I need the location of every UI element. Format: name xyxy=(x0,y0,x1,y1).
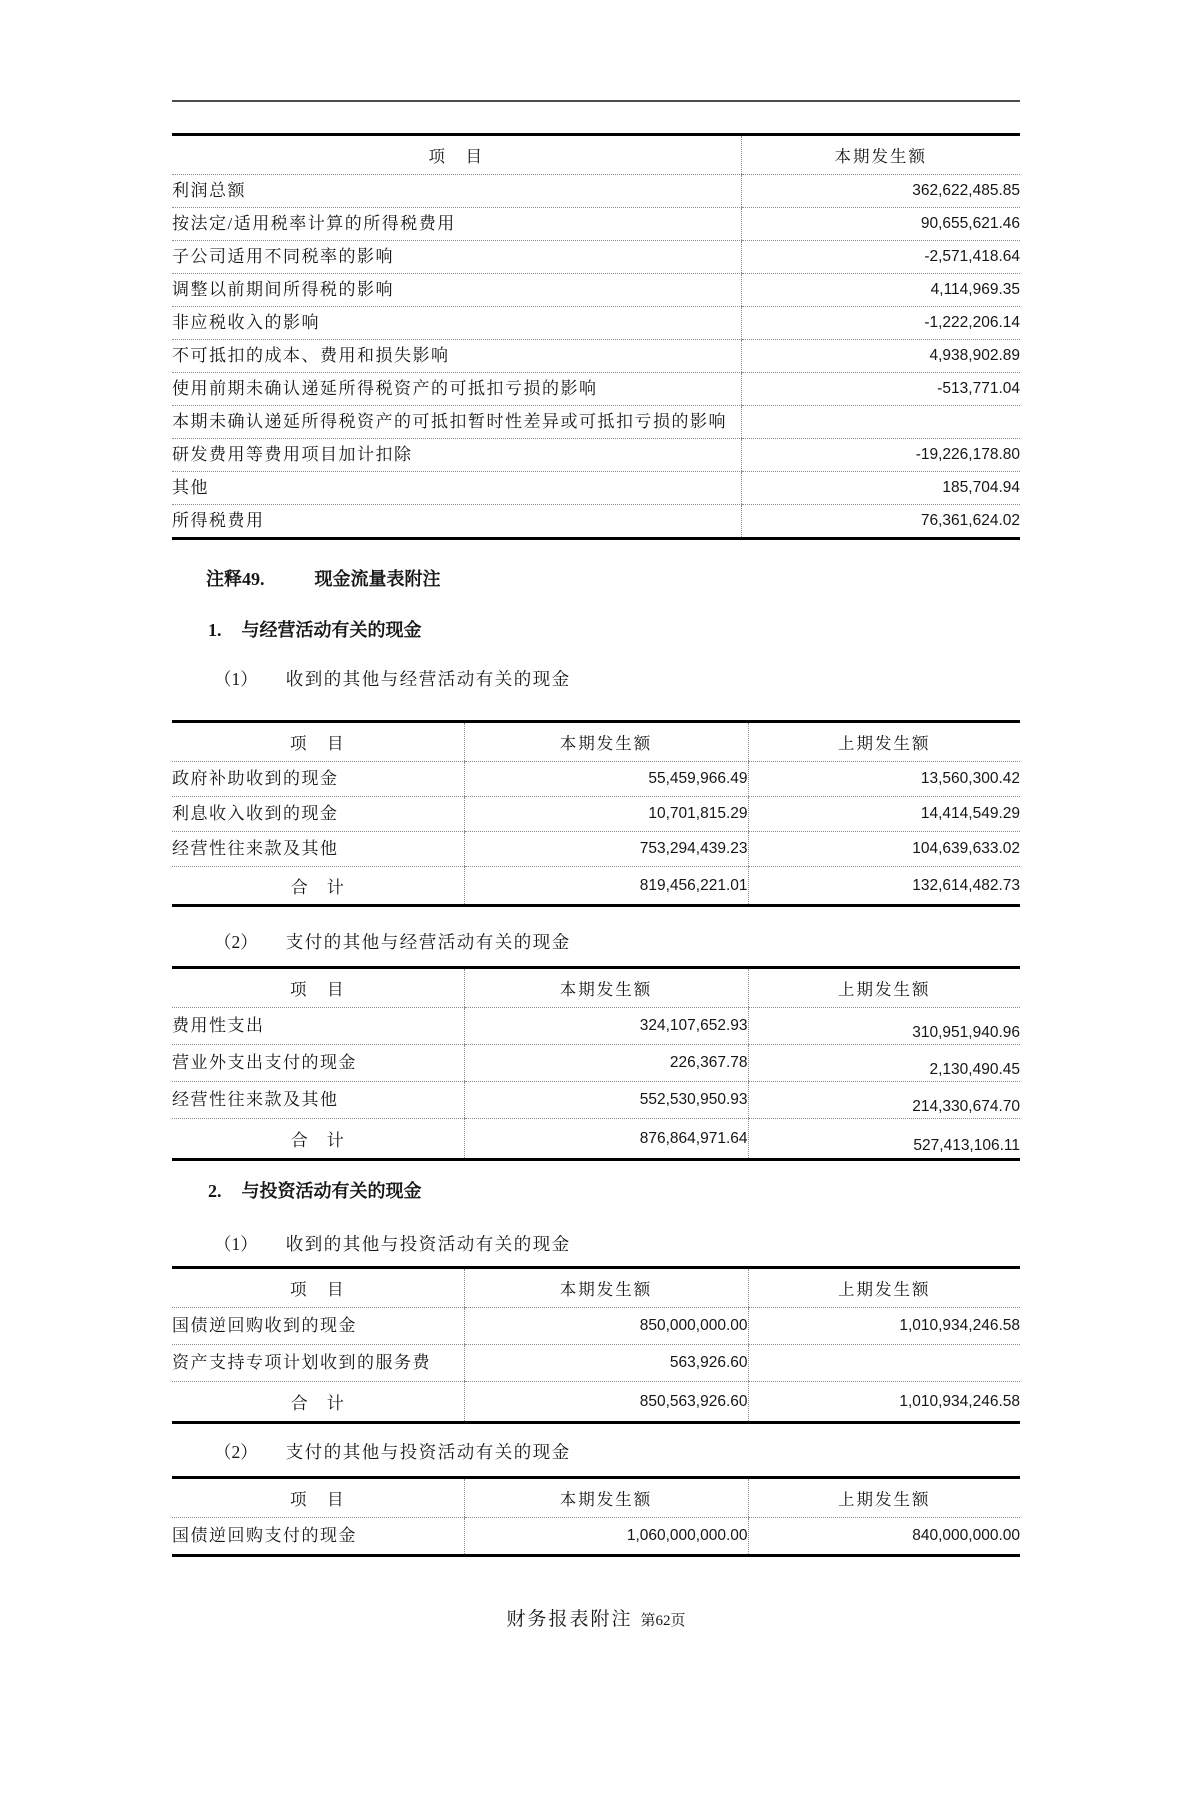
amount-cell-prior: 1,010,934,246.58 xyxy=(748,1382,1020,1423)
section-number: 2. xyxy=(208,1181,222,1201)
table-row xyxy=(172,1308,1020,1345)
section-number: 1. xyxy=(208,620,222,640)
table-row xyxy=(172,1345,1020,1382)
subsection-2-1-heading xyxy=(172,1232,1020,1256)
table-row xyxy=(172,1518,1020,1556)
total-row xyxy=(172,1119,1020,1160)
amount-cell: 362,622,485.85 xyxy=(741,175,1020,208)
table-row xyxy=(172,1082,1020,1119)
item-cell: 本期未确认递延所得税资产的可抵扣暂时性差异或可抵扣亏损的影响 xyxy=(172,406,741,439)
amount-cell-prior xyxy=(748,1045,1020,1082)
column-header-current: 本期发生额 xyxy=(464,968,748,1008)
section-2-heading xyxy=(172,1179,1020,1204)
column-header-current: 本期发生额 xyxy=(464,1268,748,1308)
subsection-number: （1） xyxy=(214,1234,258,1254)
total-label-cell: 合 计 xyxy=(290,1131,345,1150)
subsection-title: 支付的其他与投资活动有关的现金 xyxy=(285,1442,571,1462)
table-row xyxy=(172,373,1020,406)
table-row xyxy=(172,175,1020,208)
table-row xyxy=(172,1045,1020,1082)
table-row xyxy=(172,832,1020,867)
amount-cell: -513,771.04 xyxy=(741,373,1020,406)
investing-cash-received-table xyxy=(172,1266,1020,1424)
amount-cell-prior: 13,560,300.42 xyxy=(748,762,1020,797)
note-49-heading xyxy=(172,567,1020,592)
column-header-item: 项 目 xyxy=(172,1478,464,1518)
amount-cell-current: 876,864,971.64 xyxy=(464,1119,748,1160)
page-footer xyxy=(172,1604,1020,1631)
item-cell: 国债逆回购收到的现金 xyxy=(172,1308,464,1345)
column-header-item: 项 目 xyxy=(172,722,464,762)
amount-cell-current: 563,926.60 xyxy=(464,1345,748,1382)
table-row xyxy=(172,439,1020,472)
amount-cell-prior: 104,639,633.02 xyxy=(748,832,1020,867)
page-header-rule xyxy=(172,100,1020,102)
column-header-current: 本期发生额 xyxy=(464,722,748,762)
table-row xyxy=(172,406,1020,439)
item-cell: 子公司适用不同税率的影响 xyxy=(172,241,741,274)
amount-cell-current: 10,701,815.29 xyxy=(464,797,748,832)
amount-cell-prior: 132,614,482.73 xyxy=(748,867,1020,906)
income-tax-reconciliation-table xyxy=(172,133,1020,540)
amount-cell-current: 552,530,950.93 xyxy=(464,1082,748,1119)
amount-value: 310,951,940.96 xyxy=(912,1024,1020,1041)
amount-value: 214,330,674.70 xyxy=(912,1098,1020,1115)
item-cell: 利润总额 xyxy=(172,175,741,208)
column-header-item: 项 目 xyxy=(172,135,741,175)
item-cell: 利息收入收到的现金 xyxy=(172,797,464,832)
table-header-row xyxy=(172,1268,1020,1308)
table-header-row xyxy=(172,968,1020,1008)
table-row xyxy=(172,797,1020,832)
amount-cell: -1,222,206.14 xyxy=(741,307,1020,340)
amount-cell-prior xyxy=(748,1345,1020,1382)
section-title: 与经营活动有关的现金 xyxy=(241,620,422,640)
item-cell: 所得税费用 xyxy=(172,511,265,530)
table-row xyxy=(172,505,1020,539)
document-page xyxy=(172,100,1020,1631)
amount-cell-current: 55,459,966.49 xyxy=(464,762,748,797)
column-header-item: 项 目 xyxy=(172,1268,464,1308)
total-label-cell: 合 计 xyxy=(290,878,345,897)
column-header-prior: 上期发生额 xyxy=(748,1478,1020,1518)
table-row xyxy=(172,340,1020,373)
table-row xyxy=(172,274,1020,307)
amount-cell-prior: 14,414,549.29 xyxy=(748,797,1020,832)
amount-cell: 185,704.94 xyxy=(741,472,1020,505)
amount-cell-current: 1,060,000,000.00 xyxy=(464,1518,748,1556)
note-title: 现金流量表附注 xyxy=(314,569,441,589)
table-row xyxy=(172,472,1020,505)
subsection-number: （2） xyxy=(214,1442,258,1462)
amount-cell-current: 226,367.78 xyxy=(464,1045,748,1082)
footer-page-number: 第62页 xyxy=(640,1613,686,1629)
subsection-title: 支付的其他与经营活动有关的现金 xyxy=(285,932,571,952)
item-cell: 资产支持专项计划收到的服务费 xyxy=(172,1345,464,1382)
item-cell: 费用性支出 xyxy=(172,1008,464,1045)
item-cell: 使用前期未确认递延所得税资产的可抵扣亏损的影响 xyxy=(172,373,741,406)
item-cell: 经营性往来款及其他 xyxy=(172,1082,464,1119)
table-header-row xyxy=(172,722,1020,762)
subsection-title: 收到的其他与经营活动有关的现金 xyxy=(285,669,571,689)
amount-cell: -2,571,418.64 xyxy=(741,241,1020,274)
amount-cell-current: 324,107,652.93 xyxy=(464,1008,748,1045)
amount-cell-current: 753,294,439.23 xyxy=(464,832,748,867)
column-header-current: 本期发生额 xyxy=(464,1478,748,1518)
amount-cell-current: 850,000,000.00 xyxy=(464,1308,748,1345)
column-header-prior: 上期发生额 xyxy=(748,1268,1020,1308)
amount-cell-prior: 1,010,934,246.58 xyxy=(748,1308,1020,1345)
amount-cell: -19,226,178.80 xyxy=(741,439,1020,472)
item-cell: 营业外支出支付的现金 xyxy=(172,1045,464,1082)
column-header-prior: 上期发生额 xyxy=(748,722,1020,762)
table-row xyxy=(172,307,1020,340)
total-label-cell: 合 计 xyxy=(290,1394,345,1413)
item-cell: 其他 xyxy=(172,472,741,505)
item-cell: 非应税收入的影响 xyxy=(172,307,741,340)
column-header-current: 本期发生额 xyxy=(741,135,1020,175)
item-cell: 经营性往来款及其他 xyxy=(172,832,464,867)
subsection-number: （2） xyxy=(214,932,258,952)
operating-cash-received-table xyxy=(172,720,1020,907)
section-title: 与投资活动有关的现金 xyxy=(241,1181,422,1201)
amount-cell-prior xyxy=(748,1119,1020,1160)
amount-cell: 90,655,621.46 xyxy=(741,208,1020,241)
subsection-1-2-heading xyxy=(172,930,1020,954)
amount-cell: 4,938,902.89 xyxy=(741,340,1020,373)
note-number: 注释49. xyxy=(206,569,265,589)
total-row xyxy=(172,867,1020,906)
table-row xyxy=(172,1008,1020,1045)
item-cell: 国债逆回购支付的现金 xyxy=(172,1526,357,1545)
amount-cell-prior xyxy=(748,1008,1020,1045)
item-cell: 不可抵扣的成本、费用和损失影响 xyxy=(172,340,741,373)
column-header-prior: 上期发生额 xyxy=(748,968,1020,1008)
subsection-1-1-heading xyxy=(172,667,1020,691)
table-header-row xyxy=(172,1478,1020,1518)
investing-cash-paid-table xyxy=(172,1476,1020,1557)
operating-cash-paid-table xyxy=(172,966,1020,1161)
amount-cell: 76,361,624.02 xyxy=(741,505,1020,539)
table-header-row xyxy=(172,135,1020,175)
subsection-2-2-heading xyxy=(172,1440,1020,1464)
table-row xyxy=(172,208,1020,241)
table-row xyxy=(172,762,1020,797)
amount-cell-current: 819,456,221.01 xyxy=(464,867,748,906)
item-cell: 研发费用等费用项目加计扣除 xyxy=(172,439,741,472)
amount-cell: 4,114,969.35 xyxy=(741,274,1020,307)
footer-title: 财务报表附注 xyxy=(506,1609,633,1630)
item-cell: 按法定/适用税率计算的所得税费用 xyxy=(172,208,741,241)
amount-cell-current: 850,563,926.60 xyxy=(464,1382,748,1423)
column-header-item: 项 目 xyxy=(172,968,464,1008)
section-1-heading xyxy=(172,618,1020,643)
subsection-title: 收到的其他与投资活动有关的现金 xyxy=(285,1234,571,1254)
item-cell: 调整以前期间所得税的影响 xyxy=(172,274,741,307)
subsection-number: （1） xyxy=(214,669,258,689)
amount-cell-prior xyxy=(748,1082,1020,1119)
item-cell: 政府补助收到的现金 xyxy=(172,762,464,797)
total-row xyxy=(172,1382,1020,1423)
amount-cell xyxy=(741,406,1020,439)
amount-value: 527,413,106.11 xyxy=(913,1136,1020,1154)
table-row xyxy=(172,241,1020,274)
amount-cell-prior: 840,000,000.00 xyxy=(748,1518,1020,1556)
amount-value: 2,130,490.45 xyxy=(929,1061,1020,1078)
